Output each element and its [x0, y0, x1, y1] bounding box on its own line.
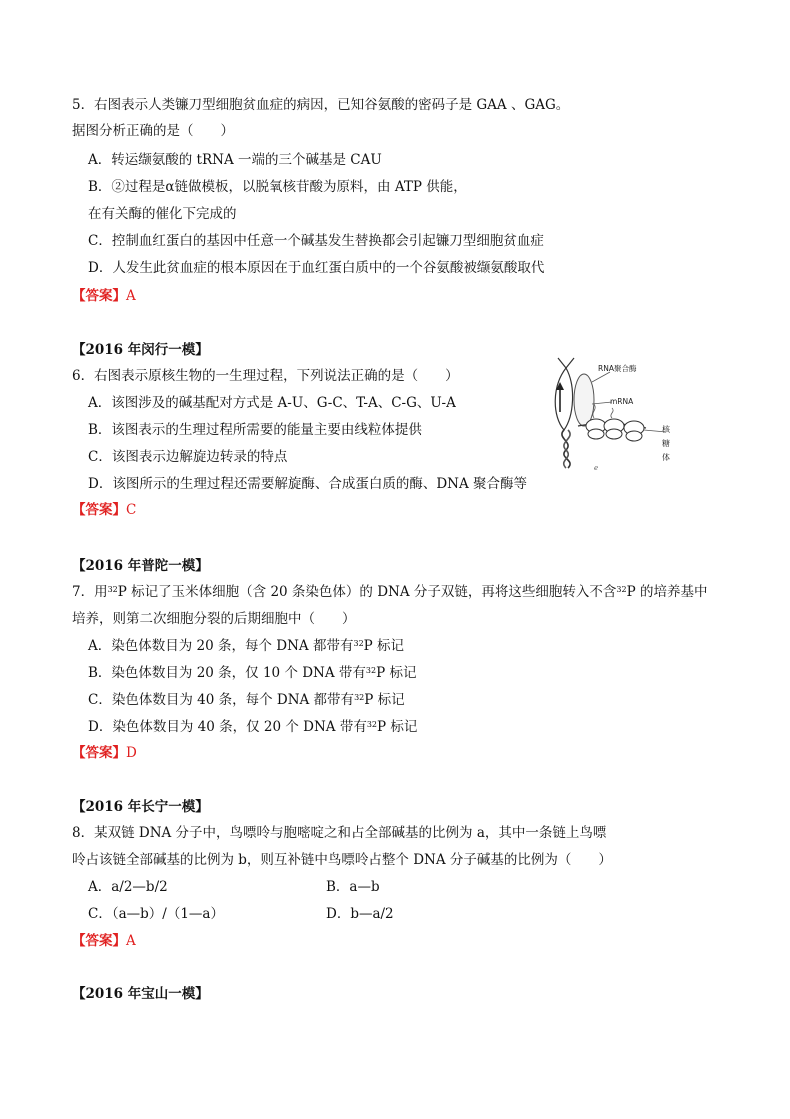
answer-value: A	[126, 933, 136, 949]
q5-option-b: B．②过程是α链做模板，以脱氧核苷酸为原料，由 ATP 供能，	[88, 179, 467, 195]
label-mrna: mRNA	[610, 397, 634, 406]
q7-source: 【2016 年普陀一模】	[72, 558, 209, 574]
ribosome-2-small	[606, 429, 622, 439]
q8-source: 【2016 年长宁一模】	[72, 799, 209, 815]
answer-value: A	[126, 288, 136, 304]
q7-option-c-text-end: P 标记	[364, 692, 405, 708]
q8-stem-line1: 8．某双链 DNA 分子中，鸟嘌呤与胞嘧啶之和占全部碱基的比例为 a，其中一条链上鸟嘌	[72, 825, 607, 841]
q7-text-part: P 标记了玉米体细胞（含 20 条染色体）的 DNA 分子双链，再将这些细胞转入不含	[117, 584, 617, 600]
dna-loop	[555, 368, 572, 430]
q7-answer	[72, 744, 137, 762]
q6-stem: 6．右图表示原核生物的一生理过程，下列说法正确的是（ ）	[72, 368, 459, 384]
q6-option-a: A．该图涉及的碱基配对方式是 A-U、G-C、T-A、C-G、U-A	[88, 395, 456, 411]
q8-option-a: A．a/2—b/2	[88, 879, 168, 895]
label-ribosome-1: 核	[662, 425, 670, 434]
q6-answer	[72, 501, 136, 519]
q6-option-d: D．该图所示的生理过程还需要解旋酶、合成蛋白质的酶、DNA 聚合酶等	[88, 476, 527, 492]
q7-stem-line2: 培养，则第二次细胞分裂的后期细胞中（ ）	[72, 611, 356, 627]
leader-rna-polymerase	[592, 372, 610, 382]
label-small-mark: ℯ	[594, 464, 599, 472]
label-rna-polymerase: RNA聚合酶	[598, 364, 637, 373]
q6-source: 【2016 年闵行一模】	[72, 342, 209, 358]
label-ribosome-2: 糖	[662, 439, 670, 448]
answer-label: 【答案】	[72, 933, 126, 949]
q9-source: 【2016 年宝山一模】	[72, 986, 209, 1002]
q7-option-c-text: C．染色体数目为 40 条，每个 DNA 都带有	[88, 692, 355, 708]
q7-sup: 32	[616, 585, 627, 594]
q7-option-a-text: A．染色体数目为 20 条，每个 DNA 都带有	[88, 638, 354, 654]
answer-label: 【答案】	[72, 502, 126, 518]
q7-option-b-text-end: P 标记	[376, 665, 417, 681]
q7-option-d-sup: 32	[366, 720, 378, 729]
q7-option-d-text: D．染色体数目为 40 条，仅 20 个 DNA 带有	[88, 719, 367, 735]
q7-option-c	[88, 691, 405, 709]
q7-option-a-text-end: P 标记	[363, 638, 405, 654]
q6-option-c: C．该图表示边解旋边转录的特点	[88, 449, 288, 465]
q5-stem-line2: 据图分析正确的是（ ）	[72, 123, 234, 139]
q5-option-b-cont: 在有关酶的催化下完成的	[88, 206, 237, 222]
q5-answer	[72, 287, 136, 305]
q7-text-part: 7．用	[72, 584, 108, 600]
ribosome-3-small	[626, 431, 642, 441]
rna-polymerase-shape	[574, 374, 594, 426]
dna-tip-left	[558, 358, 566, 368]
q7-option-a-sup: 32	[353, 639, 364, 648]
transcription-translation-figure	[548, 356, 698, 474]
figure-svg	[548, 356, 698, 474]
answer-label: 【答案】	[72, 288, 126, 304]
ribosome-1-small	[588, 429, 604, 439]
label-ribosome-3: 体	[662, 453, 670, 462]
answer-label: 【答案】	[72, 745, 126, 761]
q8-stem-line2: 呤占该链全部碱基的比例为 b，则互补链中鸟嘌呤占整个 DNA 分子碱基的比例为（ ）	[72, 852, 612, 868]
q7-option-d	[88, 718, 417, 736]
q7-option-c-sup: 32	[354, 693, 365, 702]
q7-option-a	[88, 637, 404, 655]
q6-option-b: B．该图表示的生理过程所需要的能量主要由线粒体提供	[88, 422, 422, 438]
q8-option-b: B．a—b	[326, 879, 380, 895]
q8-answer	[72, 932, 136, 950]
dna-tip-right	[566, 358, 574, 368]
answer-value: C	[126, 502, 137, 518]
peptide-chain-2	[611, 408, 613, 418]
q8-option-d: D．b—a/2	[326, 906, 394, 922]
leader-mrna	[592, 402, 612, 404]
q5-stem-line1: 5．右图表示人类镰刀型细胞贫血症的病因，已知谷氨酸的密码子是 GAA 、GAG。	[72, 97, 570, 113]
q7-stem-line1	[72, 583, 707, 601]
q5-option-d: D．人发生此贫血症的根本原因在于血红蛋白质中的一个谷氨酸被缬氨酸取代	[88, 260, 545, 276]
q7-text-part: P 的培养基中	[626, 584, 708, 600]
q8-option-c: C．（a—b）/（1—a）	[88, 906, 224, 922]
q7-option-b-text: B．染色体数目为 20 条，仅 10 个 DNA 带有	[88, 665, 366, 681]
q5-option-a: A．转运缬氨酸的 tRNA 一端的三个碱基是 CAU	[88, 152, 382, 168]
q5-option-c: C．控制血红蛋白的基因中任意一个碱基发生替换都会引起镰刀型细胞贫血症	[88, 233, 544, 249]
q7-option-d-text-end: P 标记	[377, 719, 418, 735]
answer-value: D	[126, 745, 137, 761]
q7-sup: 32	[107, 585, 118, 594]
q7-option-b	[88, 664, 416, 682]
q7-option-b-sup: 32	[365, 666, 377, 675]
